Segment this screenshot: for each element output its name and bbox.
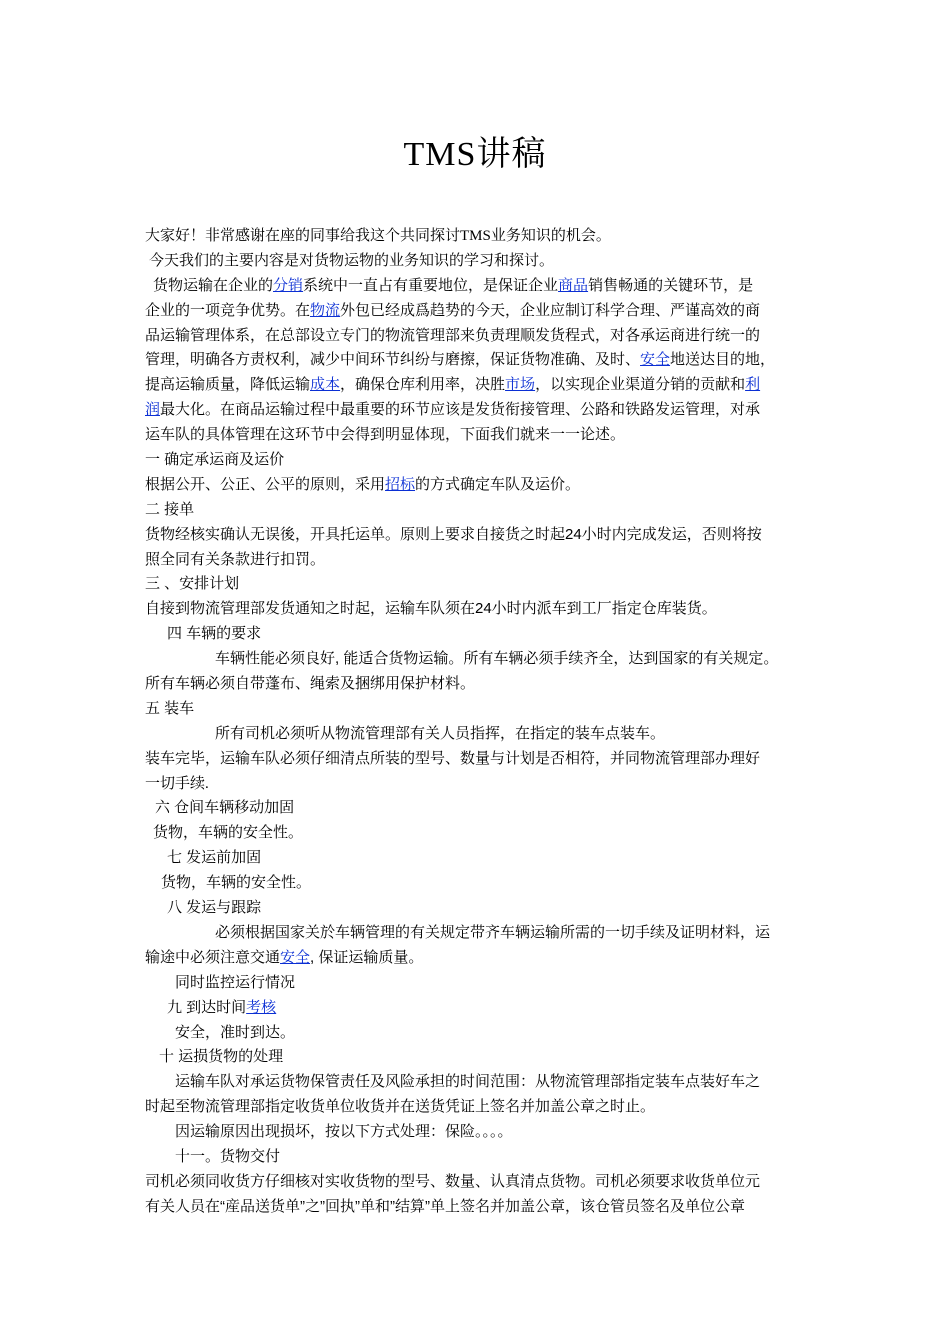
text-line [145,373,815,398]
text-run: 运输车队对承运货物保管责任及风险承担的时间范围：从物流管理部指定装车点装好车之 [175,1073,761,1091]
text-run: 所有司机必须听从物流管理部有关人员指挥，在指定的装车点装车。 [215,725,666,742]
text-run: 装车完毕，运输车队必须仔细清点所装的型号、数量与计划是否相符，并同物流管理部办理好 [145,750,761,767]
text-line [145,423,815,448]
text-run: 品运输管理体系，在总部设立专门的物流管理部来负责理顺发货程式，对各承运商进行统一的 [145,326,761,344]
text-line [145,772,815,797]
hyperlink[interactable]: 物流 [310,301,341,319]
text-run: 十一。货物交付 [175,1147,281,1165]
text-line [145,971,815,996]
text-run: 的方式确定车队及运价。 [415,475,581,493]
text-line [145,1195,815,1220]
hyperlink[interactable]: 考核 [246,998,277,1016]
hyperlink[interactable]: 招标 [385,475,416,493]
text-run: 安全，准时到达。 [175,1024,296,1041]
text-line [145,846,815,871]
text-line [145,398,815,423]
text-line [145,597,815,622]
text-run: 货物，车辆的安全性。 [161,875,312,892]
text-line [145,224,815,249]
hyperlink[interactable]: 安全 [640,351,671,369]
text-run: 一切手续. [145,775,209,792]
document-body [145,224,815,1220]
text-line [145,821,815,846]
text-run: 二 接单 [145,500,195,518]
text-line [145,1021,815,1046]
text-line [145,622,815,647]
text-run: 大家好！非常感谢在座的同事给我这个共同探讨TMS业务知识的机会。 [145,228,611,244]
text-line [145,1145,815,1170]
text-run: 运车队的具体管理在这环节中会得到明显体现，下面我们就来一一论述。 [145,426,626,444]
text-line [145,1170,815,1195]
text-run: 六 仓间车辆移动加固 [155,799,295,817]
hyperlink[interactable]: 商品 [558,276,589,294]
text-run: 九 到达时间 [167,998,247,1016]
hyperlink[interactable]: 成本 [310,376,341,394]
text-run: 最大化。在商品运输过程中最重要的环节应该是发货衔接管理、公路和铁路发运管理，对承 [160,401,761,419]
text-run: 所有车辆必须自带蓬布、绳索及捆绑用保护材料。 [145,675,476,693]
text-run: 四 车辆的要求 [167,625,262,643]
hyperlink[interactable]: 市场 [505,376,536,394]
text-run: 车辆性能必须良好, 能适合货物运输。所有车辆必须手续齐全，达到国家的有关规定。 [215,650,779,668]
text-run: 八 发运与跟踪 [167,899,262,917]
text-line [145,921,815,946]
text-line [145,722,815,747]
text-run: 五 装车 [145,699,195,717]
text-line [145,672,815,697]
text-run: 必须根据国家关於车辆管理的有关规定带齐车辆运输所需的一切手续及证明材料，运 [215,923,771,941]
text-run: 外包已经成爲趋势的今天，企业应制订科学合理、严谨高效的商 [340,301,761,319]
text-line [145,946,815,971]
hyperlink[interactable]: 利 [745,376,761,394]
text-line [145,523,815,548]
text-run: 货物运输在企业的 [153,276,274,294]
text-line [145,548,815,573]
text-run: 时起至物流管理部指定收货单位收货并在送货凭证上签名并加盖公章之时止。 [145,1098,656,1116]
text-run: 七 发运前加固 [167,849,262,867]
text-run: 一 确定承运商及运价 [145,451,285,469]
text-line [145,996,815,1021]
text-run: ，以实现企业渠道分销的贡献和 [535,376,746,394]
text-line [145,249,815,274]
text-line [145,1120,815,1145]
text-line [145,796,815,821]
text-line [145,448,815,473]
text-run: ，确保仓库利用率，决胜 [340,376,506,394]
hyperlink[interactable]: 润 [145,401,161,419]
text-run: 系统中一直占有重要地位，是保证企业 [303,276,559,294]
text-line [145,324,815,349]
text-line [145,473,815,498]
text-run: 销售畅通的关键环节，是 [588,276,754,294]
text-run: 同时监控运行情况 [175,973,296,991]
text-run: 自接到物流管理部发货通知之时起，运输车队须在24小时内派车到工厂指定仓库装货。 [145,600,717,618]
text-line [145,274,815,299]
text-run: 有关人员在“産品送货单”之”回执”单和”结算”单上签名并加盖公章，该仓管员签名及单位公章 [145,1197,745,1215]
text-run: , 保证运输质量。 [310,948,424,966]
text-run: 司机必须同收货方仔细核对实收货物的型号、数量、认真清点货物。司机必须要求收货单位元 [145,1172,761,1190]
text-run: 今天我们的主要内容是对货物运物的业务知识的学习和探讨。 [149,252,555,269]
text-line [145,871,815,896]
text-line [145,896,815,921]
text-run: 因运输原因出现损坏，按以下方式处理：保险。。。。 [175,1123,513,1141]
text-run: 管理，明确各方责权利，减少中间环节纠纷与磨擦，保证货物准确、及时、 [145,351,641,369]
text-run: 货物，车辆的安全性。 [153,825,304,842]
text-line [145,747,815,772]
text-run: 地送达目的地， [670,351,776,369]
text-run: 十 运损货物的处理 [159,1048,284,1066]
hyperlink[interactable]: 分销 [273,276,304,294]
text-line [145,498,815,523]
text-run: 企业的一项竞争优势。在 [145,301,311,319]
text-line [145,647,815,672]
text-run: 三 、安排计划 [145,575,240,593]
text-line [145,348,815,373]
text-line [145,1070,815,1095]
text-line [145,299,815,324]
text-run: 根据公开、公正、公平的原则，采用 [145,475,386,493]
text-line [145,697,815,722]
text-line [145,572,815,597]
text-run: 照全同有关条款进行扣罚。 [145,550,326,568]
text-run: 输途中必须注意交通 [145,948,281,966]
text-run: 货物经核实确认无误後，开具托运单。原则上要求自接货之时起24小时内完成发运，否则将按 [145,525,762,543]
text-run: 提高运输质量，降低运输 [145,376,311,394]
text-line [145,1095,815,1120]
document-title: TMS讲稿 [403,136,547,173]
text-line [145,1045,815,1070]
hyperlink[interactable]: 安全 [280,948,311,966]
